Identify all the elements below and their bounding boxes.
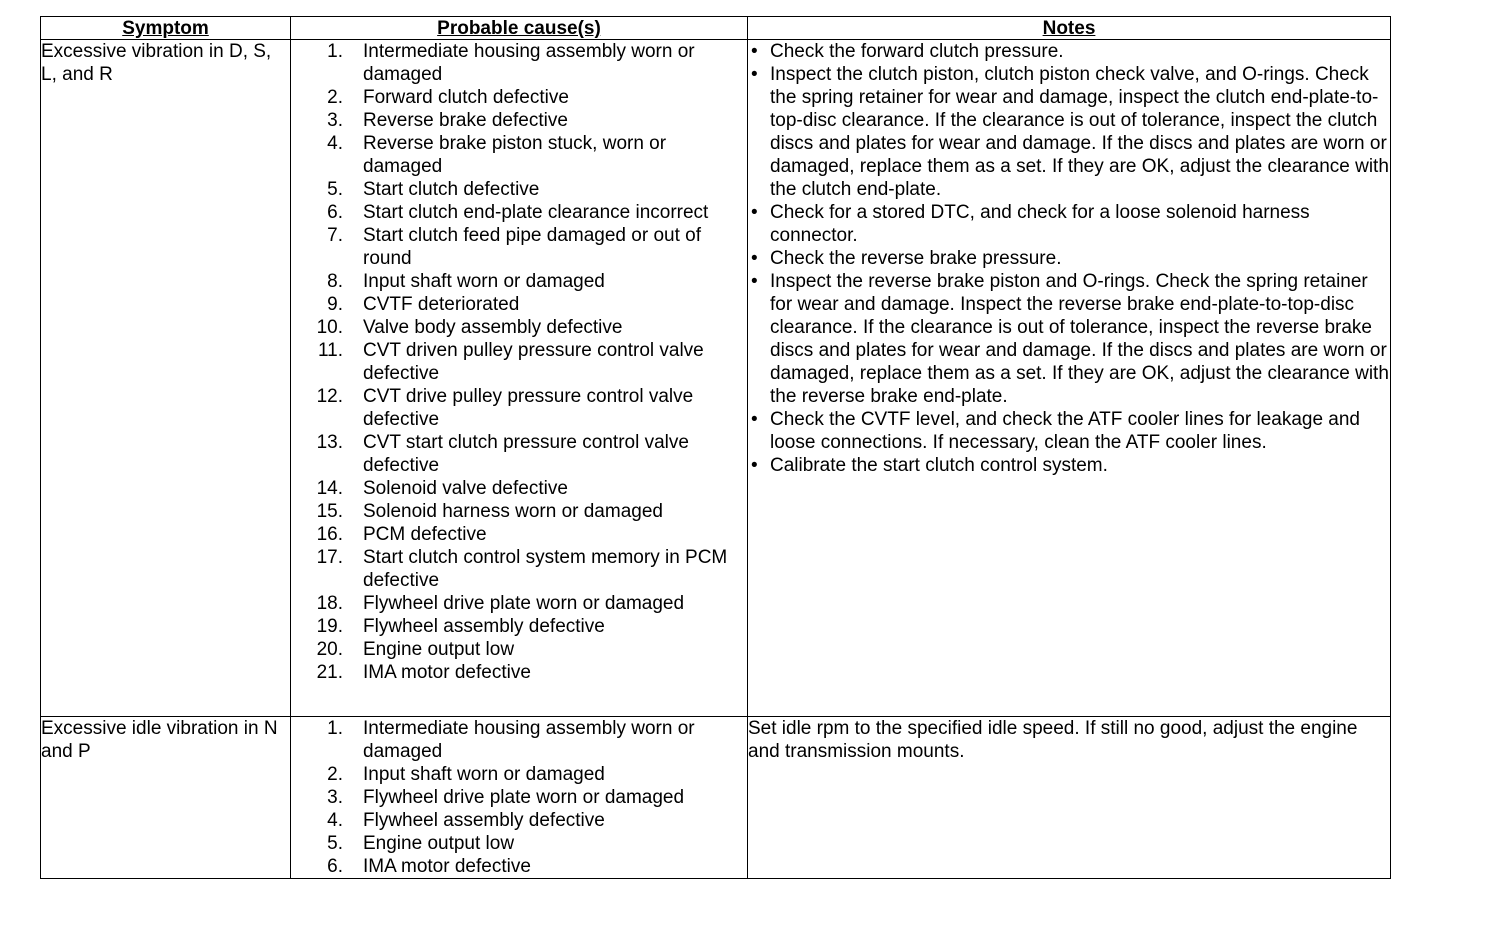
cause-number: 10. bbox=[316, 317, 343, 338]
cause-text: Flywheel assembly defective bbox=[363, 616, 605, 637]
cause-text: IMA motor defective bbox=[363, 662, 531, 683]
cause-number: 21. bbox=[316, 662, 343, 683]
table-header-row bbox=[41, 17, 1391, 40]
notes-cell bbox=[748, 717, 1391, 879]
cause-item bbox=[291, 786, 747, 809]
cause-text: Forward clutch defective bbox=[363, 87, 569, 108]
cause-number: 1. bbox=[327, 718, 343, 739]
cause-number: 4. bbox=[327, 133, 343, 154]
cause-item bbox=[291, 546, 747, 592]
header-probable-causes: Probable cause(s) bbox=[291, 17, 748, 40]
symptom-text: Excessive idle vibration in N and P bbox=[41, 718, 278, 762]
cause-number: 13. bbox=[316, 432, 343, 453]
cause-text: Valve body assembly defective bbox=[363, 317, 623, 338]
cause-text: CVT driven pulley pressure control valve defective bbox=[363, 340, 704, 384]
cause-item bbox=[291, 293, 747, 316]
troubleshooting-table bbox=[40, 16, 1391, 879]
table-row bbox=[41, 717, 1391, 879]
cause-text: Solenoid harness worn or damaged bbox=[363, 501, 663, 522]
note-text: Check the CVTF level, and check the ATF cooler lines for leakage and loose connections. If necessary, clean the ATF cooler lines. bbox=[770, 409, 1361, 453]
header-symptom: Symptom bbox=[41, 17, 291, 40]
cause-item bbox=[291, 661, 747, 684]
cause-text: IMA motor defective bbox=[363, 856, 531, 877]
cause-text: Solenoid valve defective bbox=[363, 478, 568, 499]
bullet-icon: • bbox=[751, 271, 758, 292]
cause-item bbox=[291, 592, 747, 615]
cause-item bbox=[291, 615, 747, 638]
note-text: Check the forward clutch pressure. bbox=[770, 41, 1064, 62]
cause-text: Reverse brake piston stuck, worn or damaged bbox=[363, 133, 667, 177]
cause-number: 2. bbox=[327, 87, 343, 108]
cause-item bbox=[291, 178, 747, 201]
cause-text: Start clutch feed pipe damaged or out of round bbox=[363, 225, 701, 269]
header-notes: Notes bbox=[748, 17, 1391, 40]
cause-number: 9. bbox=[327, 294, 343, 315]
causes-cell bbox=[291, 40, 748, 717]
cause-text: PCM defective bbox=[363, 524, 487, 545]
symptom-text: Excessive vibration in D, S, L, and R bbox=[41, 41, 272, 85]
cause-number: 2. bbox=[327, 764, 343, 785]
note-paragraph: Set idle rpm to the specified idle speed. If still no good, adjust the engine and transmission mounts. bbox=[748, 718, 1358, 762]
note-text: Calibrate the start clutch control system. bbox=[770, 455, 1108, 476]
cause-item bbox=[291, 523, 747, 546]
cause-item bbox=[291, 132, 747, 178]
note-item bbox=[748, 201, 1390, 247]
bullet-icon: • bbox=[751, 202, 758, 223]
note-text: Inspect the reverse brake piston and O-rings. Check the spring retainer for wear and damage. Inspect the reverse brake end-plate-to-top-disc clearance. If the clearance is out of tolerance, inspect the reverse brake discs and plates for wear and damage. If the discs and plates are worn or damaged, replace them as a set. If they are OK, adjust the clearance with the reverse brake end-plate. bbox=[770, 271, 1389, 407]
cause-number: 5. bbox=[327, 833, 343, 854]
cause-item bbox=[291, 855, 747, 878]
cause-text: Flywheel assembly defective bbox=[363, 810, 605, 831]
bullet-icon: • bbox=[751, 248, 758, 269]
cause-item bbox=[291, 224, 747, 270]
symptom-cell bbox=[41, 40, 291, 717]
cause-item bbox=[291, 832, 747, 855]
symptom-cell bbox=[41, 717, 291, 879]
note-text: Check the reverse brake pressure. bbox=[770, 248, 1062, 269]
note-item bbox=[748, 408, 1390, 454]
cause-text: Flywheel drive plate worn or damaged bbox=[363, 787, 685, 808]
cause-item bbox=[291, 477, 747, 500]
cause-text: Input shaft worn or damaged bbox=[363, 764, 605, 785]
cause-item bbox=[291, 109, 747, 132]
bullet-icon: • bbox=[751, 455, 758, 476]
cause-number: 8. bbox=[327, 271, 343, 292]
table-row bbox=[41, 40, 1391, 717]
cause-item bbox=[291, 763, 747, 786]
cause-item bbox=[291, 86, 747, 109]
note-item bbox=[748, 40, 1390, 63]
cause-text: Intermediate housing assembly worn or damaged bbox=[363, 41, 695, 85]
cause-item bbox=[291, 270, 747, 293]
cause-number: 3. bbox=[327, 787, 343, 808]
cause-number: 15. bbox=[316, 501, 343, 522]
cause-item bbox=[291, 385, 747, 431]
cause-text: Engine output low bbox=[363, 833, 515, 854]
cause-number: 14. bbox=[316, 478, 343, 499]
cause-number: 6. bbox=[327, 202, 343, 223]
cause-text: CVT start clutch pressure control valve defective bbox=[363, 432, 689, 476]
cause-text: Start clutch control system memory in PCM defective bbox=[363, 547, 728, 591]
cause-number: 12. bbox=[316, 386, 343, 407]
cause-number: 16. bbox=[316, 524, 343, 545]
cause-number: 5. bbox=[327, 179, 343, 200]
cause-text: Input shaft worn or damaged bbox=[363, 271, 605, 292]
cause-item bbox=[291, 809, 747, 832]
cause-item bbox=[291, 339, 747, 385]
note-text: Check for a stored DTC, and check for a loose solenoid harness connector. bbox=[770, 202, 1310, 246]
cause-number: 18. bbox=[316, 593, 343, 614]
bullet-icon: • bbox=[751, 409, 758, 430]
cause-text: Reverse brake defective bbox=[363, 110, 568, 131]
cause-number: 11. bbox=[317, 340, 343, 361]
cause-item bbox=[291, 717, 747, 763]
note-item bbox=[748, 63, 1390, 201]
cause-number: 4. bbox=[327, 810, 343, 831]
bullet-icon: • bbox=[751, 41, 758, 62]
cause-list bbox=[291, 40, 747, 684]
bullet-icon: • bbox=[751, 64, 758, 85]
cause-number: 7. bbox=[327, 225, 343, 246]
cause-item bbox=[291, 201, 747, 224]
cause-number: 20. bbox=[316, 639, 343, 660]
cause-number: 17. bbox=[316, 547, 343, 568]
note-text: Inspect the clutch piston, clutch piston check valve, and O-rings. Check the spring retainer for wear and damage, inspect the clutch end-plate-to-top-disc clearance. If the clearance is out of tolerance, inspect the clutch discs and plates for wear and damage. If the discs and plates are worn or damaged, replace them as a set. If they are OK, adjust the clearance with the clutch end-plate. bbox=[770, 64, 1389, 200]
cause-list bbox=[291, 717, 747, 878]
note-item bbox=[748, 247, 1390, 270]
cause-text: Start clutch end-plate clearance incorrect bbox=[363, 202, 709, 223]
cause-text: Flywheel drive plate worn or damaged bbox=[363, 593, 685, 614]
cause-text: Start clutch defective bbox=[363, 179, 540, 200]
notes-cell bbox=[748, 40, 1391, 717]
cause-item bbox=[291, 316, 747, 339]
causes-cell bbox=[291, 717, 748, 879]
cause-number: 6. bbox=[327, 856, 343, 877]
cause-number: 19. bbox=[316, 616, 343, 637]
cause-text: Engine output low bbox=[363, 639, 515, 660]
cause-text: CVT drive pulley pressure control valve defective bbox=[363, 386, 694, 430]
cause-number: 3. bbox=[327, 110, 343, 131]
note-item bbox=[748, 270, 1390, 408]
cause-item bbox=[291, 638, 747, 661]
cause-item bbox=[291, 500, 747, 523]
note-item bbox=[748, 454, 1390, 477]
cause-text: CVTF deteriorated bbox=[363, 294, 520, 315]
cause-item bbox=[291, 40, 747, 86]
cause-item bbox=[291, 431, 747, 477]
cause-text: Intermediate housing assembly worn or damaged bbox=[363, 718, 695, 762]
notes-list bbox=[748, 40, 1390, 477]
cause-number: 1. bbox=[327, 41, 343, 62]
